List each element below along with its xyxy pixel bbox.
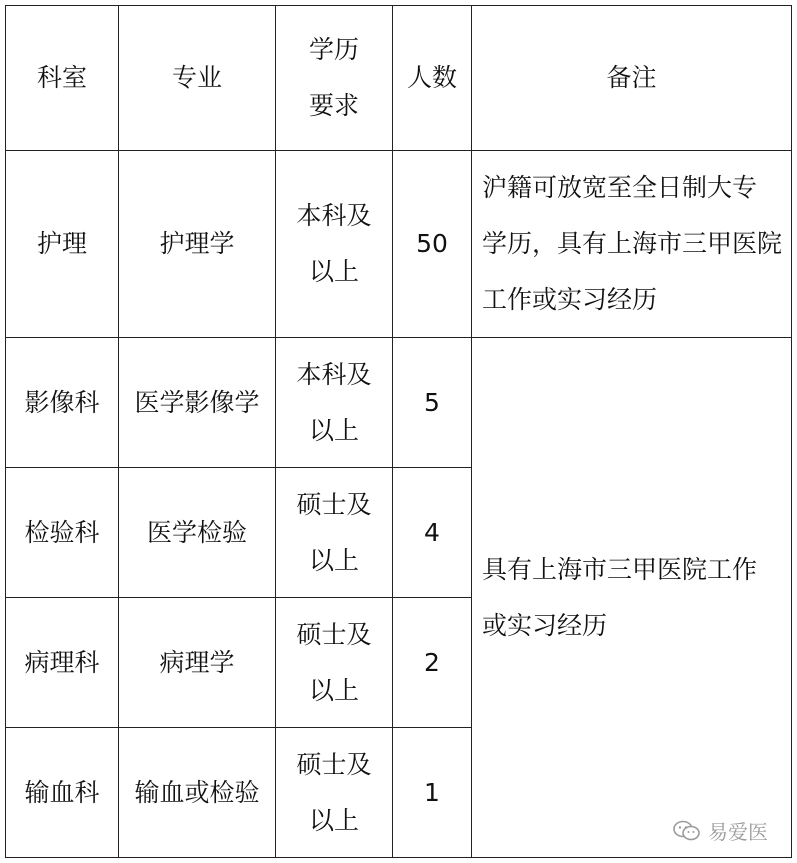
header-remark: 备注 <box>472 6 792 151</box>
education-cell <box>276 151 393 338</box>
count-cell: 50 <box>393 151 472 338</box>
education-cell <box>276 598 393 728</box>
education-line2: 以上 <box>308 675 359 705</box>
dept-cell: 输血科 <box>6 728 119 858</box>
wechat-icon <box>672 819 702 843</box>
remark-cell-nursing <box>472 151 792 338</box>
header-row <box>6 6 792 151</box>
table-row <box>6 151 792 338</box>
dept-cell: 影像科 <box>6 338 119 468</box>
header-dept: 科室 <box>6 6 119 151</box>
education-cell <box>276 338 393 468</box>
education-cell <box>276 468 393 598</box>
major-cell: 输血或检验 <box>119 728 276 858</box>
major-cell: 病理学 <box>119 598 276 728</box>
major-cell: 医学影像学 <box>119 338 276 468</box>
major-cell: 护理学 <box>119 151 276 338</box>
table-row <box>6 338 792 468</box>
header-education <box>276 6 393 151</box>
education-line2: 以上 <box>308 805 359 835</box>
remark-line: 具有上海市三甲医院工作 <box>482 554 758 584</box>
header-education-line2: 要求 <box>308 91 359 120</box>
dept-cell: 检验科 <box>6 468 119 598</box>
remark-line: 工作或实习经历 <box>482 285 658 314</box>
remark-line: 或实习经历 <box>482 610 608 640</box>
remark-cell-others <box>472 338 792 858</box>
header-count: 人数 <box>393 6 472 151</box>
header-major: 专业 <box>119 6 276 151</box>
major-cell: 医学检验 <box>119 468 276 598</box>
count-cell: 2 <box>393 598 472 728</box>
education-cell <box>276 728 393 858</box>
remark-line: 学历，具有上海市三甲医院 <box>482 229 783 258</box>
header-education-line1: 学历 <box>308 35 359 64</box>
education-line1: 硕士及 <box>296 489 372 519</box>
education-line1: 本科及 <box>296 359 372 389</box>
education-line1: 硕士及 <box>296 749 372 779</box>
remark-line: 沪籍可放宽至全日制大专 <box>482 173 758 202</box>
education-line1: 硕士及 <box>296 619 372 649</box>
watermark-text: 易爱医 <box>708 820 768 844</box>
education-line1: 本科及 <box>296 201 372 230</box>
count-cell: 1 <box>393 728 472 858</box>
education-line2: 以上 <box>308 415 359 445</box>
count-cell: 4 <box>393 468 472 598</box>
education-line2: 以上 <box>308 257 359 286</box>
education-line2: 以上 <box>308 545 359 575</box>
dept-cell: 病理科 <box>6 598 119 728</box>
watermark <box>672 816 768 845</box>
count-cell: 5 <box>393 338 472 468</box>
recruitment-table <box>5 5 792 858</box>
dept-cell: 护理 <box>6 151 119 338</box>
